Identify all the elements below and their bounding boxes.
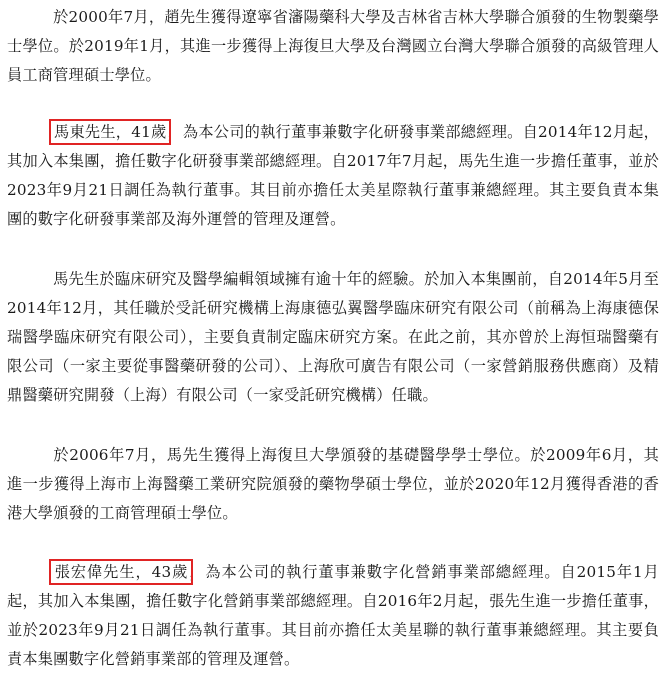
paragraph-ma-experience [7,265,659,410]
paragraph-text: ，為本公司的執行董事兼數字化營銷事業部總經理。自2015年1月起，其加入本集團，擔任數字化營銷事業部總經理。自2016年2月起，張先生進一步擔任董事，並於2023年9月21日調任為執行董事。其目前亦擔任太美星聯的執行董事兼總經理。其主要負責本集團數字化營銷事業部的管理及運營。 [7,563,659,668]
paragraph-text: ，為本公司的執行董事兼數字化研發事業部總經理。自2014年12月起，其加入本集團，擔任數字化研發事業部總經理。自2017年7月起，馬先生進一步擔任董事，並於2023年9月21日調任為執行董事。其目前亦擔任太美星際執行董事兼總經理。其主要負責本集團的數字化研發事業部及海外運營的管理及運營。 [7,123,659,228]
paragraph-text: 馬先生於臨床研究及醫學編輯領域擁有逾十年的經驗。於加入本集團前，自2014年5月至2014年12月，其任職於受託研究機構上海康德弘翼醫學臨床研究有限公司（前稱為上海康德保瑞醫學臨床研究有限公司），主要負責制定臨床研究方案。在此之前，其亦曾於上海恒瑞醫藥有限公司（一家主要從事醫藥研發的公司）、上海欣可廣告有限公司（一家營銷服務供應商）及精鼎醫藥研究開發（上海）有限公司（一家受託研究機構）任職。 [7,270,659,404]
highlighted-name-ma-dong: 馬東先生，41歲 [54,123,167,141]
document-body [7,0,659,674]
paragraph-ma-dong-bio [7,118,659,234]
highlighted-name-zhang-hongwei: 張宏偉先生，43歲 [54,563,189,581]
paragraph-text: 於2000年7月，趙先生獲得遼寧省瀋陽藥科大學及吉林省吉林大學聯合頒發的生物製藥學士學位。於2019年1月，其進一步獲得上海復旦大學及台灣國立台灣大學聯合頒發的高級管理人員工商管理碩士學位。 [7,8,659,84]
paragraph-ma-education [7,441,659,528]
paragraph-education-zhao [7,3,659,90]
paragraph-text: 於2006年7月，馬先生獲得上海復旦大學頒發的基礎醫學學士學位。於2009年6月，其進一步獲得上海市上海醫藥工業研究院頒發的藥物學碩士學位，並於2020年12月獲得香港的香港大學頒發的工商管理碩士學位。 [7,446,659,522]
paragraph-zhang-bio [7,558,659,674]
